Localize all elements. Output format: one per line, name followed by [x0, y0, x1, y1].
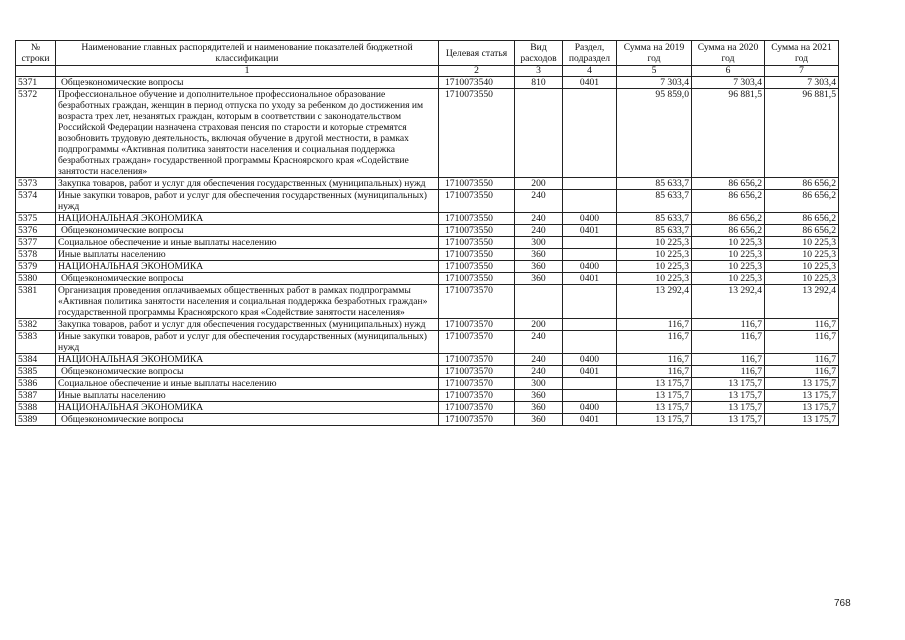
- row-sum-2019: 116,7: [617, 354, 692, 366]
- column-number: 4: [563, 66, 617, 77]
- row-sum-2021: 86 656,2: [765, 225, 839, 237]
- row-sum-2020: 10 225,3: [692, 261, 765, 273]
- row-target-code: 1710073570: [439, 354, 515, 366]
- row-name: Социальное обеспечение и иные выплаты населению: [56, 378, 439, 390]
- row-section: [563, 285, 617, 319]
- row-number: 5384: [16, 354, 56, 366]
- row-expense-kind: 360: [515, 261, 563, 273]
- row-expense-kind: [515, 285, 563, 319]
- row-number: 5380: [16, 273, 56, 285]
- row-number: 5373: [16, 178, 56, 190]
- row-target-code: 1710073570: [439, 319, 515, 331]
- table-row: [16, 402, 839, 414]
- row-sum-2020: 116,7: [692, 331, 765, 354]
- row-sum-2020: 13 292,4: [692, 285, 765, 319]
- row-sum-2020: 7 303,4: [692, 77, 765, 89]
- row-expense-kind: 240: [515, 331, 563, 354]
- row-section: 0401: [563, 366, 617, 378]
- row-sum-2019: 10 225,3: [617, 273, 692, 285]
- row-section: [563, 249, 617, 261]
- row-section: [563, 378, 617, 390]
- row-sum-2019: 10 225,3: [617, 249, 692, 261]
- column-number: 2: [439, 66, 515, 77]
- row-section: [563, 178, 617, 190]
- header-section: Раздел, подраздел: [563, 41, 617, 66]
- header-sum-2020: Сумма на 2020 год: [692, 41, 765, 66]
- row-sum-2019: 95 859,0: [617, 89, 692, 178]
- row-target-code: 1710073570: [439, 366, 515, 378]
- header-row-no: № строки: [16, 41, 56, 66]
- row-name: Социальное обеспечение и иные выплаты населению: [56, 237, 439, 249]
- row-name: Иные выплаты населению: [56, 249, 439, 261]
- row-expense-kind: [515, 89, 563, 178]
- row-name: НАЦИОНАЛЬНАЯ ЭКОНОМИКА: [56, 402, 439, 414]
- row-sum-2020: 86 656,2: [692, 178, 765, 190]
- table-row: [16, 225, 839, 237]
- row-sum-2020: 86 656,2: [692, 190, 765, 213]
- budget-table: [15, 40, 839, 426]
- row-sum-2020: 116,7: [692, 319, 765, 331]
- header-kind: Вид расходов: [515, 41, 563, 66]
- column-number: 5: [617, 66, 692, 77]
- table-row: [16, 390, 839, 402]
- row-number: 5371: [16, 77, 56, 89]
- row-sum-2021: 10 225,3: [765, 237, 839, 249]
- row-section: 0401: [563, 77, 617, 89]
- row-sum-2019: 85 633,7: [617, 178, 692, 190]
- row-target-code: 1710073550: [439, 273, 515, 285]
- row-target-code: 1710073550: [439, 178, 515, 190]
- row-number: 5374: [16, 190, 56, 213]
- row-number: 5377: [16, 237, 56, 249]
- row-expense-kind: 240: [515, 354, 563, 366]
- row-section: 0400: [563, 213, 617, 225]
- row-sum-2019: 13 175,7: [617, 402, 692, 414]
- row-sum-2021: 13 175,7: [765, 402, 839, 414]
- row-name: Иные закупки товаров, работ и услуг для обеспечения государственных (муниципальных) нужд: [56, 331, 439, 354]
- row-sum-2021: 96 881,5: [765, 89, 839, 178]
- row-name: Общеэкономические вопросы: [56, 273, 439, 285]
- row-target-code: 1710073550: [439, 249, 515, 261]
- row-expense-kind: 360: [515, 402, 563, 414]
- table-row: [16, 285, 839, 319]
- table-row: [16, 366, 839, 378]
- row-sum-2020: 96 881,5: [692, 89, 765, 178]
- row-sum-2021: 13 175,7: [765, 390, 839, 402]
- row-name: НАЦИОНАЛЬНАЯ ЭКОНОМИКА: [56, 354, 439, 366]
- column-number-row: [16, 66, 839, 77]
- row-name: Общеэкономические вопросы: [56, 366, 439, 378]
- row-section: 0400: [563, 261, 617, 273]
- row-name: Организация проведения оплачиваемых общественных работ в рамках подпрограммы «Активная политика занятости населения и социальная поддержка безработных граждан» государственной программы Красноярского края «Содействие занятости населения»: [56, 285, 439, 319]
- table-row: [16, 237, 839, 249]
- table-row: [16, 319, 839, 331]
- column-number: 6: [692, 66, 765, 77]
- row-target-code: 1710073570: [439, 285, 515, 319]
- row-section: [563, 190, 617, 213]
- row-section: 0401: [563, 273, 617, 285]
- table-row: [16, 414, 839, 426]
- header-sum-2021: Сумма на 2021 год: [765, 41, 839, 66]
- row-sum-2020: 13 175,7: [692, 390, 765, 402]
- row-number: 5379: [16, 261, 56, 273]
- row-name: Профессиональное обучение и дополнительное профессиональное образование безработных граждан, женщин в период отпуска по уходу за ребенком до достижения им возраста трех лет, незанятых граждан, которым в соответствии с законодательством Российской Федерации назначена страховая пенсия по старости и которые стремятся возобновить трудовую деятельность, включая обучение в другой местности, в рамках подпрограммы «Активная политика занятости населения и социальная поддержка безработных граждан» государственной программы Красноярского края «Содействие занятости населения»: [56, 89, 439, 178]
- row-sum-2020: 86 656,2: [692, 225, 765, 237]
- row-sum-2021: 13 292,4: [765, 285, 839, 319]
- row-expense-kind: 360: [515, 414, 563, 426]
- row-sum-2020: 13 175,7: [692, 402, 765, 414]
- row-number: 5382: [16, 319, 56, 331]
- row-sum-2020: 13 175,7: [692, 414, 765, 426]
- row-number: 5386: [16, 378, 56, 390]
- row-section: [563, 237, 617, 249]
- header-name: Наименование главных распорядителей и наименование показателей бюджетной классификации: [56, 41, 439, 66]
- row-sum-2021: 86 656,2: [765, 190, 839, 213]
- header-code: Целевая статья: [439, 41, 515, 66]
- table-body: [16, 77, 839, 426]
- row-section: 0400: [563, 402, 617, 414]
- table-row: [16, 89, 839, 178]
- row-expense-kind: 360: [515, 273, 563, 285]
- table-row: [16, 190, 839, 213]
- row-sum-2020: 10 225,3: [692, 249, 765, 261]
- row-expense-kind: 360: [515, 249, 563, 261]
- row-sum-2020: 116,7: [692, 354, 765, 366]
- row-target-code: 1710073550: [439, 190, 515, 213]
- row-sum-2020: 13 175,7: [692, 378, 765, 390]
- row-expense-kind: 240: [515, 366, 563, 378]
- row-target-code: 1710073550: [439, 213, 515, 225]
- row-sum-2021: 116,7: [765, 354, 839, 366]
- row-sum-2019: 85 633,7: [617, 213, 692, 225]
- row-target-code: 1710073550: [439, 225, 515, 237]
- row-target-code: 1710073550: [439, 237, 515, 249]
- row-name: Общеэкономические вопросы: [56, 225, 439, 237]
- table-row: [16, 331, 839, 354]
- table-row: [16, 261, 839, 273]
- row-number: 5381: [16, 285, 56, 319]
- table-row: [16, 178, 839, 190]
- row-expense-kind: 300: [515, 378, 563, 390]
- row-sum-2019: 116,7: [617, 366, 692, 378]
- row-sum-2019: 85 633,7: [617, 190, 692, 213]
- row-target-code: 1710073570: [439, 378, 515, 390]
- row-name: Закупка товаров, работ и услуг для обеспечения государственных (муниципальных) нужд: [56, 178, 439, 190]
- row-sum-2020: 86 656,2: [692, 213, 765, 225]
- row-number: 5388: [16, 402, 56, 414]
- row-name: Общеэкономические вопросы: [56, 414, 439, 426]
- column-number: 7: [765, 66, 839, 77]
- row-name: НАЦИОНАЛЬНАЯ ЭКОНОМИКА: [56, 261, 439, 273]
- row-sum-2019: 116,7: [617, 319, 692, 331]
- row-expense-kind: 200: [515, 319, 563, 331]
- row-section: 0400: [563, 354, 617, 366]
- row-number: 5378: [16, 249, 56, 261]
- row-sum-2021: 116,7: [765, 331, 839, 354]
- page-number: 768: [834, 598, 851, 609]
- row-number: 5387: [16, 390, 56, 402]
- row-target-code: 1710073570: [439, 414, 515, 426]
- row-sum-2019: 13 292,4: [617, 285, 692, 319]
- header-row: [16, 41, 839, 66]
- header-sum-2019: Сумма на 2019 год: [617, 41, 692, 66]
- row-sum-2019: 7 303,4: [617, 77, 692, 89]
- row-name: Закупка товаров, работ и услуг для обеспечения государственных (муниципальных) нужд: [56, 319, 439, 331]
- row-sum-2020: 10 225,3: [692, 237, 765, 249]
- row-sum-2021: 7 303,4: [765, 77, 839, 89]
- row-number: 5385: [16, 366, 56, 378]
- table-row: [16, 354, 839, 366]
- row-section: [563, 331, 617, 354]
- row-target-code: 1710073570: [439, 402, 515, 414]
- row-sum-2019: 13 175,7: [617, 390, 692, 402]
- table-row: [16, 378, 839, 390]
- row-sum-2019: 13 175,7: [617, 378, 692, 390]
- column-number: [16, 66, 56, 77]
- row-sum-2019: 10 225,3: [617, 237, 692, 249]
- row-expense-kind: 360: [515, 390, 563, 402]
- row-sum-2021: 116,7: [765, 319, 839, 331]
- row-number: 5375: [16, 213, 56, 225]
- row-expense-kind: 240: [515, 213, 563, 225]
- row-sum-2020: 10 225,3: [692, 273, 765, 285]
- row-sum-2021: 116,7: [765, 366, 839, 378]
- row-section: 0401: [563, 225, 617, 237]
- row-number: 5383: [16, 331, 56, 354]
- row-target-code: 1710073570: [439, 331, 515, 354]
- row-sum-2019: 116,7: [617, 331, 692, 354]
- column-number: 1: [56, 66, 439, 77]
- row-name: Иные закупки товаров, работ и услуг для обеспечения государственных (муниципальных) нужд: [56, 190, 439, 213]
- row-sum-2021: 10 225,3: [765, 261, 839, 273]
- row-target-code: 1710073550: [439, 261, 515, 273]
- row-sum-2021: 13 175,7: [765, 414, 839, 426]
- row-target-code: 1710073570: [439, 390, 515, 402]
- row-expense-kind: 810: [515, 77, 563, 89]
- row-sum-2021: 86 656,2: [765, 213, 839, 225]
- row-target-code: 1710073540: [439, 77, 515, 89]
- table-row: [16, 273, 839, 285]
- row-expense-kind: 240: [515, 225, 563, 237]
- row-section: [563, 89, 617, 178]
- row-sum-2021: 10 225,3: [765, 249, 839, 261]
- row-name: Общеэкономические вопросы: [56, 77, 439, 89]
- row-number: 5372: [16, 89, 56, 178]
- row-sum-2021: 13 175,7: [765, 378, 839, 390]
- row-expense-kind: 200: [515, 178, 563, 190]
- row-expense-kind: 240: [515, 190, 563, 213]
- table-row: [16, 249, 839, 261]
- row-section: [563, 319, 617, 331]
- row-sum-2021: 10 225,3: [765, 273, 839, 285]
- row-expense-kind: 300: [515, 237, 563, 249]
- row-sum-2020: 116,7: [692, 366, 765, 378]
- row-sum-2019: 10 225,3: [617, 261, 692, 273]
- column-number: 3: [515, 66, 563, 77]
- table-row: [16, 213, 839, 225]
- row-section: [563, 390, 617, 402]
- row-number: 5389: [16, 414, 56, 426]
- row-sum-2019: 13 175,7: [617, 414, 692, 426]
- table-row: [16, 77, 839, 89]
- row-name: Иные выплаты населению: [56, 390, 439, 402]
- row-sum-2021: 86 656,2: [765, 178, 839, 190]
- row-number: 5376: [16, 225, 56, 237]
- row-target-code: 1710073550: [439, 89, 515, 178]
- row-name: НАЦИОНАЛЬНАЯ ЭКОНОМИКА: [56, 213, 439, 225]
- row-section: 0401: [563, 414, 617, 426]
- row-sum-2019: 85 633,7: [617, 225, 692, 237]
